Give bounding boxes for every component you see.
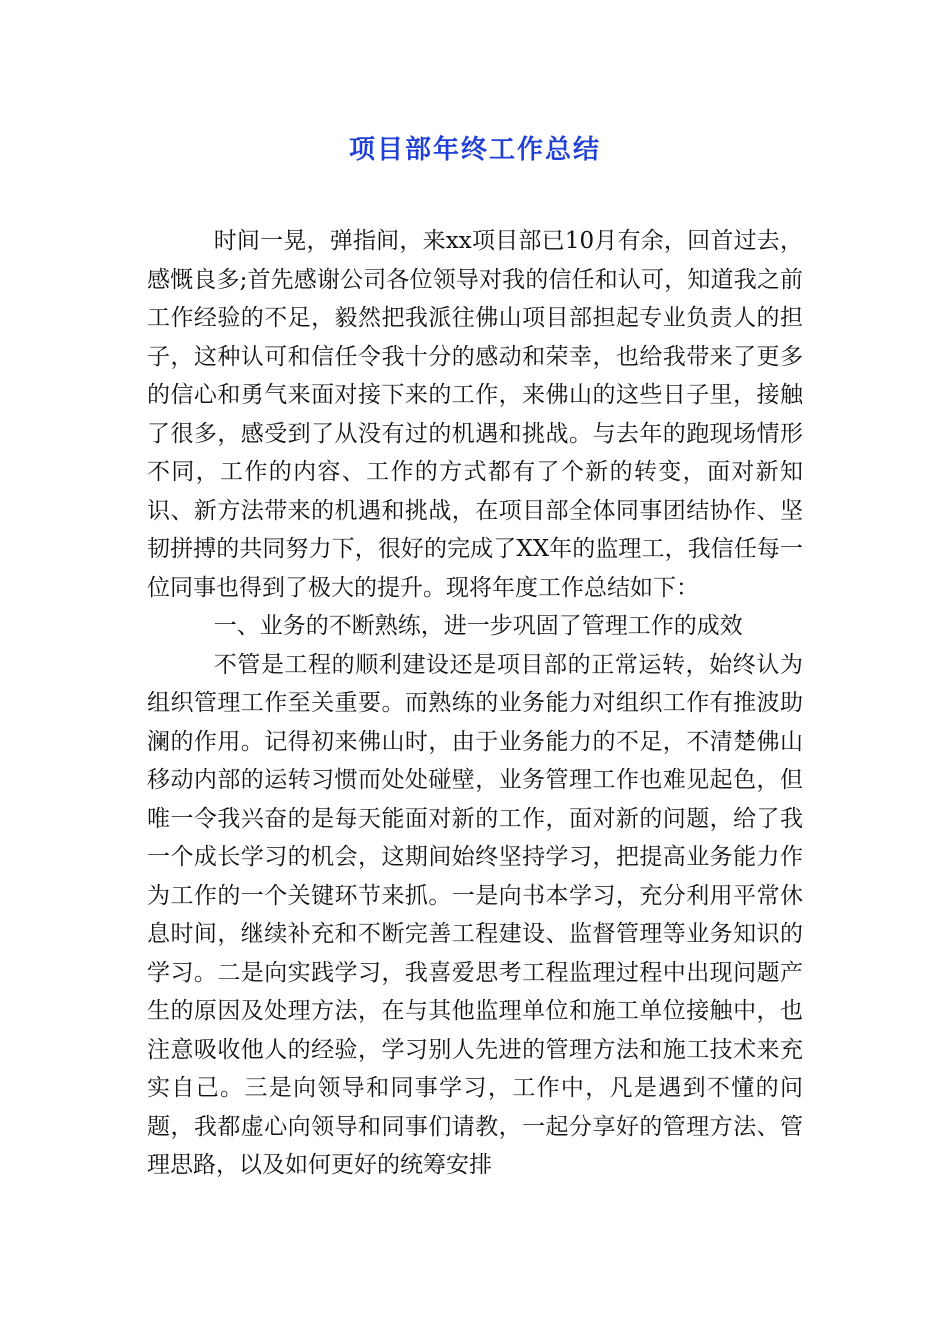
paragraph-section-1: 不管是工程的顺利建设还是项目部的正常运转，始终认为组织管理工作至关重要。而熟练的业务能力对组织工作有推波助澜的作用。记得初来佛山时，由于业务能力的不足，不清楚佛山移动内部的运转习惯而处处碰壁，业务管理工作也难见起色，但唯一令我兴奋的是每天能面对新的工作，面对新的问题，给了我一个成长学习的机会，这期间始终坚持学习，把提高业务能力作为工作的一个关键环节来抓。一是向书本学习，充分利用平常休息时间，继续补充和不断完善工程建设、监督管理等业务知识的学习。二是向实践学习，我喜爱思考工程监理过程中出现问题产生的原因及处理方法，在与其他监理单位和施工单位接触中，也注意吸收他人的经验，学习别人先进的管理方法和施工技术来充实自己。三是向领导和同事学习，工作中，凡是遇到不懂的问题，我都虚心向领导和同事们请教，一起分享好的管理方法、管理思路，以及如何更好的统筹安排 [147, 651, 803, 1178]
document-title: 项目部年终工作总结 [348, 135, 601, 165]
section-heading-1: 一、业务的不断熟练，进一步巩固了管理工作的成效 [213, 613, 743, 639]
document-body [147, 222, 803, 1185]
paragraph-intro: 时间一晃，弹指间，来xx项目部已10月有余，回首过去，感慨良多;首先感谢公司各位领导对我的信任和认可，知道我之前工作经验的不足，毅然把我派往佛山项目部担起专业负责人的担子，这种认可和信任令我十分的感动和荣幸，也给我带来了更多的信心和勇气来面对接下来的工作，来佛山的这些日子里，接触了很多，感受到了从没有过的机遇和挑战。与去年的跑现场情形不同，工作的内容、工作的方式都有了个新的转变，面对新知识、新方法带来的机遇和挑战，在项目部全体同事团结协作、坚韧拼搏的共同努力下，很好的完成了XX年的监理工，我信任每一位同事也得到了极大的提升。现将年度工作总结如下： [147, 228, 803, 601]
